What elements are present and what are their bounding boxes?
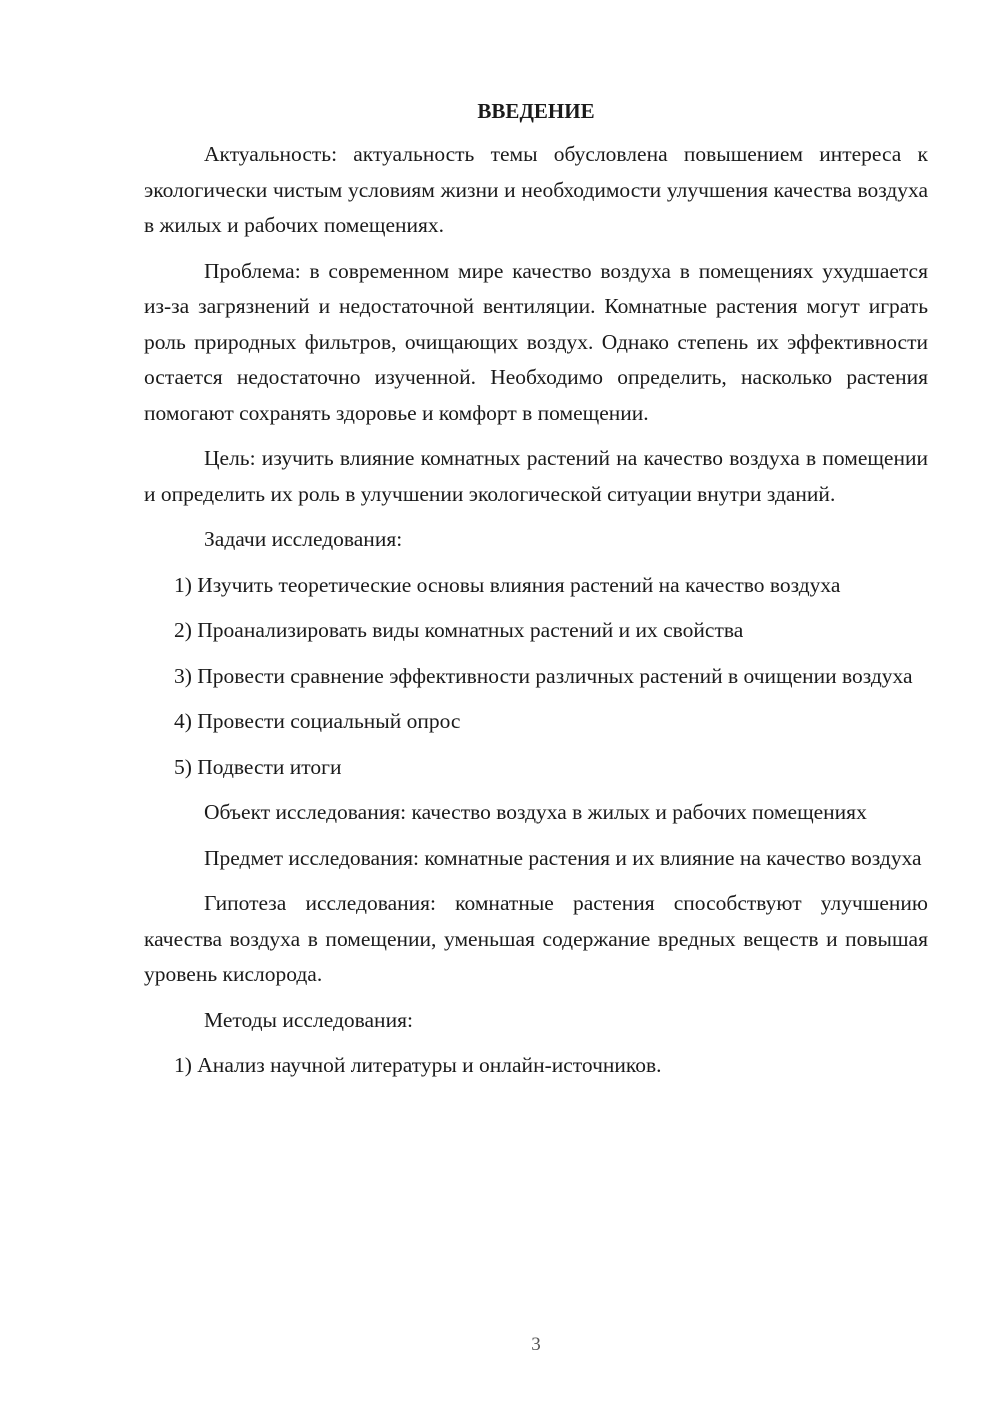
methods-heading: Методы исследования: — [204, 1007, 413, 1032]
task-item-2: 2) Проанализировать виды комнатных растений и их свойства — [174, 618, 744, 642]
paragraph-relevance: Актуальность: актуальность темы обусловлена повышением интереса к экологически чистым условиям жизни и необходимости улучшения качества воздуха в жилых и рабочих помещениях. — [144, 142, 928, 237]
document-title: ВВЕДЕНИЕ — [477, 99, 595, 123]
tasks-heading: Задачи исследования: — [204, 527, 403, 551]
document-page — [144, 96, 928, 1094]
method-item-1: 1) Анализ научной литературы и онлайн-источников. — [174, 1053, 662, 1077]
task-item-3: 3) Провести сравнение эффективности различных растений в очищении воздуха — [174, 663, 913, 688]
paragraph-hypothesis: Гипотеза исследования: комнатные растения способствуют улучшению качества воздуха в помещении, уменьшая содержание вредных веществ и повышая уровень кислорода. — [144, 891, 928, 986]
task-item-1: 1) Изучить теоретические основы влияния растений на качество воздуха — [174, 572, 841, 597]
page-number: 3 — [531, 1334, 541, 1355]
paragraph-object: Объект исследования: качество воздуха в жилых и рабочих помещениях — [204, 800, 867, 824]
paragraph-problem: Проблема: в современном мире качество воздуха в помещениях ухудшается из-за загрязнений и недостаточной вентиляции. Комнатные растения могут играть роль природных фильтров, очищающих воздух. Однако степень их эффективности остается недостаточно изученной. Необходимо определить, насколько растения помогают сохранять здоровье и комфорт в помещении. — [144, 258, 928, 425]
task-item-4: 4) Провести социальный опрос — [174, 709, 461, 733]
paragraph-goal: Цель: изучить влияние комнатных растений на качество воздуха в помещении и определить их роль в улучшении экологической ситуации внутри зданий. — [144, 446, 928, 506]
paragraph-subject: Предмет исследования: комнатные растения и их влияние на качество воздуха — [204, 845, 922, 870]
task-item-5: 5) Подвести итоги — [174, 754, 342, 779]
